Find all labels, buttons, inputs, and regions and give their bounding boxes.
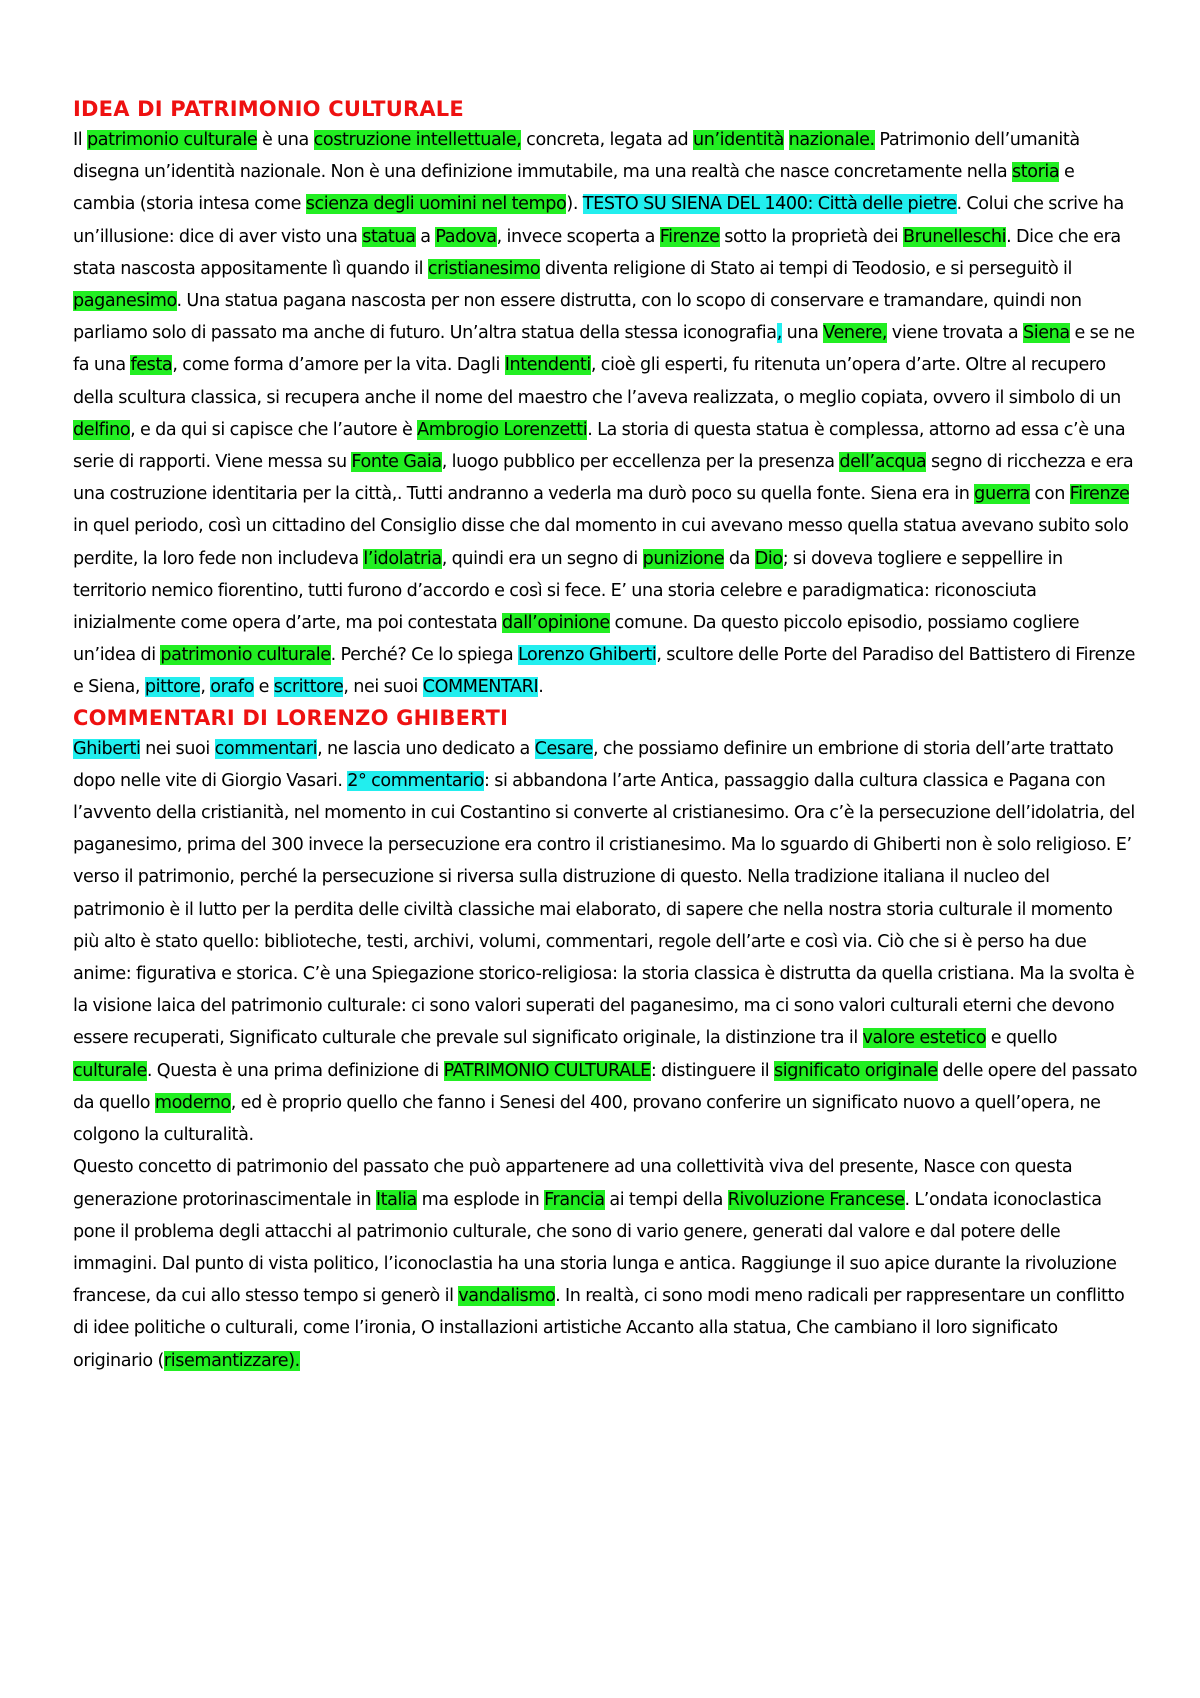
text-run: : si abbandona l’arte Antica, passaggio dalla cultura classica e Pagana con l’avvento della cristianità, nel momento in cui Costantino si converte al cristianesimo. Ora c’è la persecuzione dell’idolatria, del paganesimo, prima del 300 invece la persecuzione era contro il cristianesimo. Ma lo sguardo di Ghiberti non è solo religioso. E’ verso il patrimonio, perché la persecuzione si riversa sulla distruzione di questo. Nella tradizione italiana il nucleo del patrimonio è il lutto per la perdita delle civiltà classiche mai elaborato, di sapere che nella nostra storia culturale il momento più alto è stato quello: biblioteche, testi, archivi, volumi, commentari, regole dell’arte e così via. Ciò che si è perso ha due anime: figurativa e storica. C’è una Spiegazione storico-religiosa: la storia classica è distrutta da quella cristiana. Ma la svolta è la visione laica del patrimonio culturale: ci sono valori superati del paganesimo, ma ci sono valori culturali eterni che devono essere recuperati, Significato culturale che prevale sul significato originale, la distinzione tra il xyxy=(73,770,1135,1049)
text-run: e cambia (storia intesa come xyxy=(73,162,1075,215)
highlighted-term: patrimonio culturale xyxy=(160,645,331,666)
highlighted-reference: TESTO SU SIENA DEL 1400: Città delle pietre xyxy=(582,194,957,215)
text-run: , ne lascia uno dedicato a xyxy=(317,738,535,759)
text-run: , quindi era un segno di xyxy=(441,548,643,569)
highlighted-term: delfino xyxy=(73,419,131,440)
highlighted-term: un’identità xyxy=(692,130,784,150)
text-run: . Dice che era stata nascosta appositamente lì quando il xyxy=(73,226,1121,279)
highlighted-term: Venere, xyxy=(823,323,888,344)
highlighted-term: Firenze xyxy=(1069,484,1130,505)
highlighted-term: l’idolatria xyxy=(363,548,442,569)
text-run: una xyxy=(781,323,824,344)
text-run: . Colui che scrive ha un’illusione: dice di aver visto una xyxy=(73,194,1124,247)
text-run xyxy=(784,130,789,150)
text-run: e xyxy=(253,677,274,698)
text-run: , invece scoperta a xyxy=(496,226,660,247)
text-run: . L’ondata iconoclastica pone il problema degli attacchi al patrimonio culturale, che sono di vario genere, generati dal valore e dal potere delle immagini. Dal punto di vista politico, l’iconoclastia ha una storia lunga e antica. Raggiunge il suo apice durante la rivoluzione francese, da cui allo stesso tempo si generò il xyxy=(73,1189,1117,1307)
highlighted-term: Firenze xyxy=(659,226,720,247)
text-run: da xyxy=(724,548,755,569)
highlighted-term: Ambrogio Lorenzetti xyxy=(417,419,588,440)
paragraph-idea-patrimonio xyxy=(73,124,1138,704)
text-run: Il xyxy=(73,130,87,150)
text-run: , xyxy=(200,677,211,698)
highlighted-term: moderno xyxy=(154,1092,231,1113)
text-run: e se ne fa una xyxy=(73,323,1135,376)
highlighted-term: Fonte Gaia xyxy=(351,452,442,473)
paragraph-concetto-patrimonio xyxy=(73,1151,1138,1376)
highlighted-term: valore estetico xyxy=(862,1028,987,1049)
text-run: . Una statua pagana nascosta per non essere distrutta, con lo scopo di conservare e tramandare, quindi non parliamo solo di passato ma anche di futuro. Un’altra statua della stessa iconografia xyxy=(73,291,1082,344)
document-body xyxy=(73,95,1138,1377)
highlighted-term: Italia xyxy=(375,1189,417,1210)
text-run: segno di ricchezza e era una costruzione identitaria per la città,. Tutti andranno a vederla ma durò poco su quella fonte. Siena era in xyxy=(73,452,1134,505)
highlighted-term: Padova xyxy=(435,226,497,247)
text-run: in quel periodo, così un cittadino del Consiglio disse che dal momento in cui avevano messo quella statua avevano subito solo perdite, la loro fede non includeva xyxy=(73,516,1129,569)
text-run: : distinguere il xyxy=(650,1060,774,1081)
text-run: Questo concetto di patrimonio del passato che può appartenere ad una collettività viva del presente, Nasce con questa generazione protorinascimentale in xyxy=(73,1157,1073,1210)
text-run: ma esplode in xyxy=(416,1189,545,1210)
highlighted-term: PATRIMONIO CULTURALE xyxy=(443,1060,651,1081)
text-run: , e da qui si capisce che l’autore è xyxy=(130,419,418,440)
highlighted-term: punizione xyxy=(642,548,725,569)
text-run: sotto la proprietà dei xyxy=(719,226,903,247)
highlighted-reference: 2° commentario xyxy=(347,770,484,791)
text-run: concreta, legata ad xyxy=(521,130,693,150)
text-run: Patrimonio dell’umanità disegna un’identità nazionale. Non è una definizione immutabile, ma una realtà che nasce concretamente nella xyxy=(73,130,1080,183)
text-run: a xyxy=(415,226,436,247)
highlighted-reference: , xyxy=(776,323,782,344)
highlighted-term: risemantizzare). xyxy=(163,1350,300,1371)
section-title-idea-patrimonio: IDEA DI PATRIMONIO CULTURALE xyxy=(73,97,464,121)
highlighted-reference: Cesare xyxy=(534,738,593,759)
highlighted-term: costruzione intellettuale, xyxy=(313,130,522,150)
highlighted-term: storia xyxy=(1011,162,1060,183)
text-run: ). xyxy=(566,194,583,215)
text-run: diventa religione di Stato ai tempi di Teodosio, e si perseguitò il xyxy=(540,258,1073,279)
text-run: con xyxy=(1029,484,1070,505)
text-run: , cioè gli esperti, fu ritenuta un’opera d’arte. Oltre al recupero della scultura classica, si recupera anche il nome del maestro che l’aveva realizzata, o meglio copiata, ovvero il simbolo di un xyxy=(73,355,1121,408)
highlighted-term: festa xyxy=(130,355,173,376)
text-run: . Questa è una prima definizione di xyxy=(146,1060,444,1081)
highlighted-term: dall’opinione xyxy=(502,613,610,634)
text-run: , come forma d’amore per la vita. Dagli xyxy=(172,355,505,376)
highlighted-reference: Ghiberti xyxy=(73,738,141,759)
text-run: . Perché? Ce lo spiega xyxy=(330,645,518,666)
highlighted-term: Dio xyxy=(754,548,783,569)
highlighted-term: Siena xyxy=(1022,323,1070,344)
section-title-commentari-ghiberti: COMMENTARI DI LORENZO GHIBERTI xyxy=(73,705,509,730)
highlighted-term: paganesimo xyxy=(73,291,177,312)
text-run: , nei suoi xyxy=(343,677,423,698)
text-run: viene trovata a xyxy=(887,323,1023,344)
text-run: . xyxy=(538,677,544,698)
highlighted-term: nazionale. xyxy=(788,130,875,150)
text-run: comune. Da questo piccolo episodio, possiamo cogliere un’idea di xyxy=(73,613,1080,666)
text-run: . In realtà, ci sono modi meno radicali per rappresentare un conflitto di idee politiche o culturali, come l’ironia, O installazioni artistiche Accanto alla statua, Che cambiano il loro significato originario ( xyxy=(73,1286,1125,1371)
text-run: , ed è proprio quello che fanno i Senesi del 400, provano conferire un significato nuovo a quell’opera, ne colgono la culturalità. xyxy=(73,1092,1101,1146)
highlighted-term: scienza degli uomini nel tempo xyxy=(305,194,567,215)
highlighted-term: Francia xyxy=(544,1189,605,1210)
text-run: e quello xyxy=(986,1028,1058,1049)
highlighted-term: Intendenti xyxy=(504,355,591,376)
text-run: delle opere del passato da quello xyxy=(73,1060,1138,1113)
highlighted-reference: COMMENTARI xyxy=(422,677,539,698)
highlighted-term: guerra xyxy=(974,484,1030,505)
text-run: ; si doveva togliere e seppellire in territorio nemico fiorentino, tutti furono d’accordo e così si fece. E’ una storia celebre e paradigmatica: riconosciuta inizialmente come opera d’arte, ma poi contestata xyxy=(73,548,1063,634)
highlighted-reference: scrittore xyxy=(273,677,344,698)
highlighted-term: culturale xyxy=(73,1060,147,1081)
text-run: , scultore delle Porte del Paradiso del Battistero di Firenze e Siena, xyxy=(73,645,1136,698)
highlighted-term: patrimonio culturale xyxy=(86,130,258,150)
text-run: . La storia di questa statua è complessa, attorno ad essa c’è una serie di rapporti. Viene messa su xyxy=(73,419,1126,473)
highlighted-term: statua xyxy=(362,226,416,247)
text-run: , che possiamo definire un embrione di storia dell’arte trattato dopo nelle vite di Giorgio Vasari. xyxy=(73,738,1114,791)
highlighted-term: dell’acqua xyxy=(839,452,927,473)
highlighted-reference: Lorenzo Ghiberti xyxy=(517,645,657,666)
highlighted-reference: commentari xyxy=(214,738,318,759)
highlighted-term: Brunelleschi xyxy=(902,226,1007,247)
text-run: nei suoi xyxy=(140,738,215,759)
highlighted-term: vandalismo xyxy=(458,1286,556,1307)
highlighted-reference: orafo xyxy=(210,677,254,698)
highlighted-term: cristianesimo xyxy=(427,258,541,279)
paragraph-commentari xyxy=(73,733,1138,1152)
highlighted-reference: pittore xyxy=(144,677,201,698)
highlighted-term: significato originale xyxy=(773,1060,938,1081)
text-run: ai tempi della xyxy=(604,1189,728,1210)
text-run: , luogo pubblico per eccellenza per la presenza xyxy=(441,452,840,473)
highlighted-term: Rivoluzione Francese xyxy=(727,1189,905,1210)
text-run: è una xyxy=(257,130,314,150)
